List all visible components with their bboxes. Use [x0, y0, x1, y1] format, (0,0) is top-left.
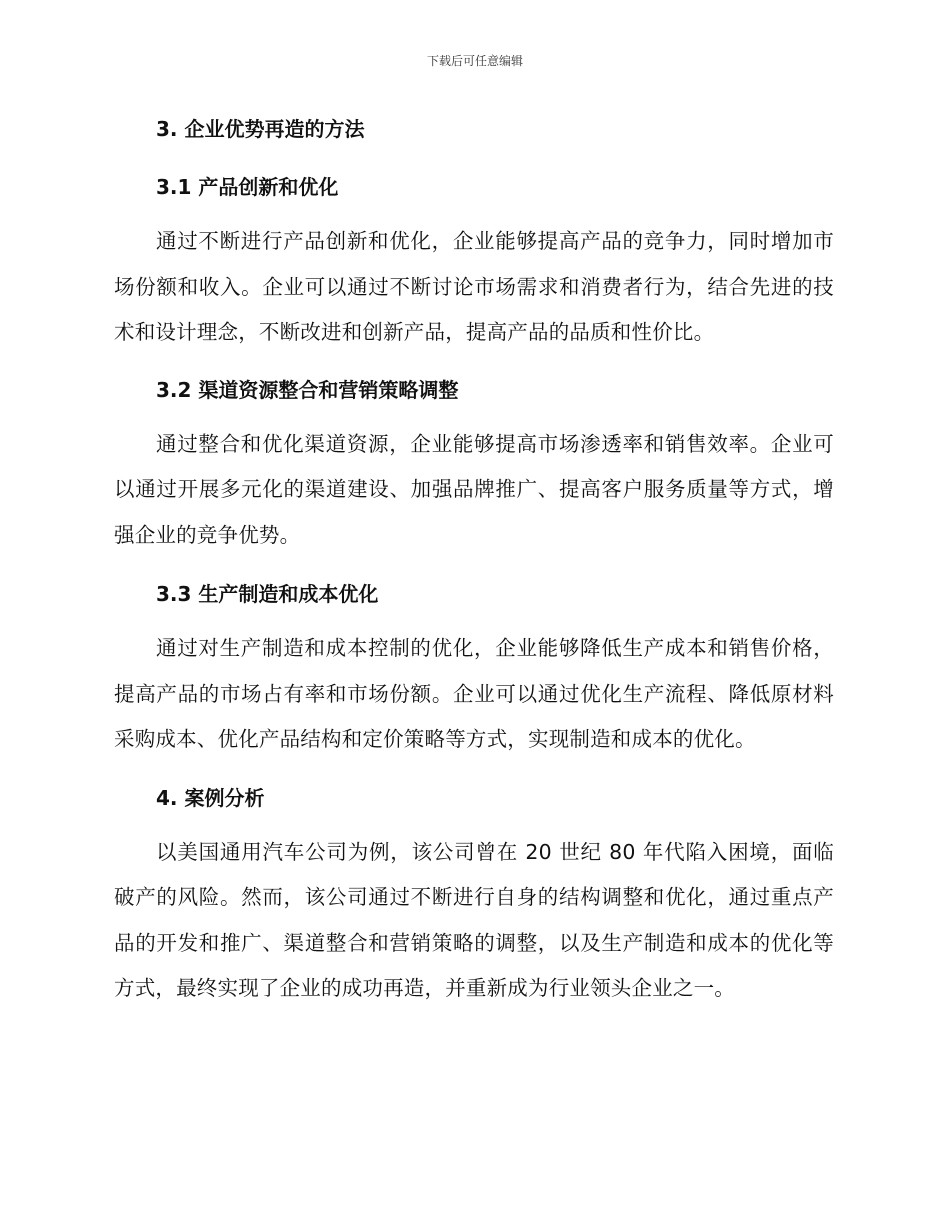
section-heading-3-1: 3.1 产品创新和优化 — [156, 175, 339, 199]
section-paragraph-4: 以美国通用汽车公司为例，该公司曾在 20 世纪 80 年代陷入困境，面临破产的风险。然而，该公司通过不断进行自身的结构调整和优化，通过重点产品的开发和推广、渠道整合和营销策略的调整，以及生产制造和成本的优化等方式，最终实现了企业的成功再造，并重新成为行业领头企业之一。 — [114, 839, 834, 1000]
section-paragraph-3-3: 通过对生产制造和成本控制的优化，企业能够降低生产成本和销售价格，提高产品的市场占有率和市场份额。企业可以通过优化生产流程、降低原材料采购成本、优化产品结构和定价策略等方式，实现制造和成本的优化。 — [114, 636, 834, 751]
section-paragraph-3-2: 通过整合和优化渠道资源，企业能够提高市场渗透率和销售效率。企业可以通过开展多元化的渠道建设、加强品牌推广、提高客户服务质量等方式，增强企业的竞争优势。 — [114, 431, 834, 547]
section-heading-3-2: 3.2 渠道资源整合和营销策略调整 — [156, 377, 459, 402]
section-heading-4: 4. 案例分析 — [156, 785, 265, 810]
page-header: 下载后可任意编辑 — [426, 54, 523, 68]
section-heading-3: 3. 企业优势再造的方法 — [156, 117, 365, 141]
document-body — [114, 114, 834, 1012]
section-paragraph-3-1: 通过不断进行产品创新和优化，企业能够提高产品的竞争力，同时增加市场份额和收入。企业可以通过不断讨论市场需求和消费者行为，结合先进的技术和设计理念，不断改进和创新产品，提高产品的品质和性价比。 — [114, 229, 834, 344]
section-heading-3-3: 3.3 生产制造和成本优化 — [156, 582, 379, 606]
